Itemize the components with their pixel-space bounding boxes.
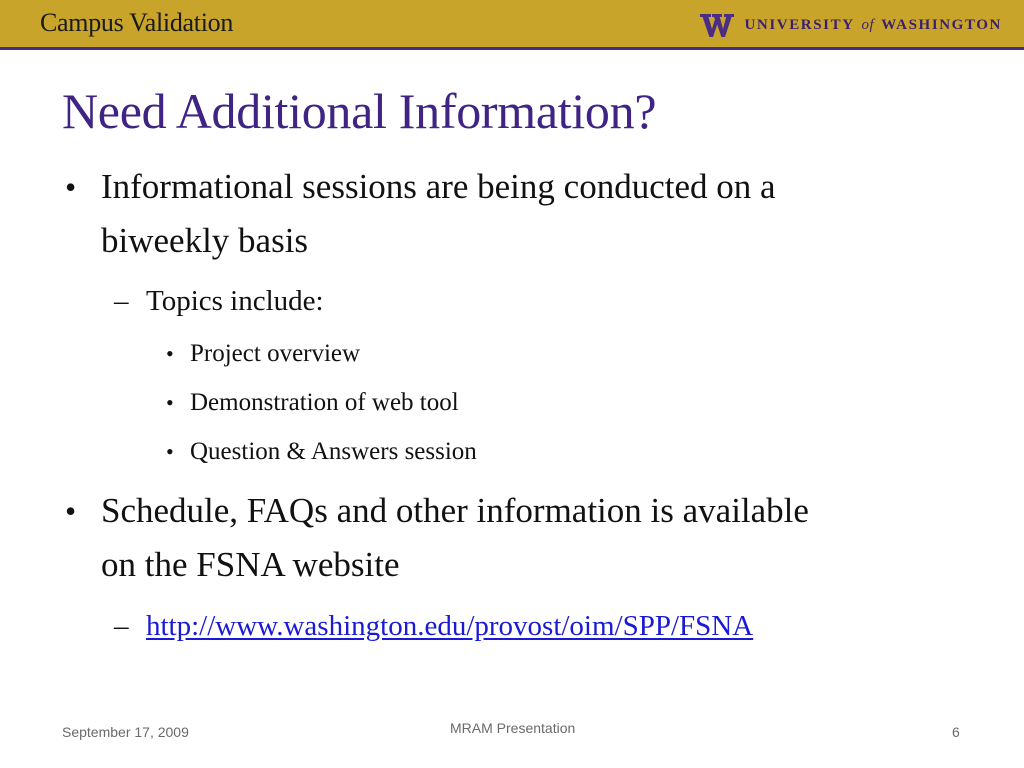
sub-bullet-topics-include: [114, 281, 324, 321]
header-band: [0, 0, 1024, 50]
bullet-text: biweekly basis: [101, 221, 309, 260]
topic-item-project-overview: [166, 337, 361, 371]
sub-bullet-marker: –: [114, 285, 129, 317]
uw-wordmark-of: of: [861, 16, 875, 33]
fsna-website-link[interactable]: http://www.washington.edu/provost/oim/SPP/FSNA: [146, 610, 754, 642]
uw-wordmark-university: UNIVERSITY: [744, 16, 855, 33]
header-title: Campus Validation: [40, 8, 234, 37]
footer-page-number: 6: [952, 724, 960, 740]
sub-bullet-fsna-link: [114, 606, 754, 646]
uw-w-logo-icon: [700, 12, 734, 38]
topic-item-web-tool-demo: [166, 386, 459, 420]
topic-marker: •: [166, 341, 174, 366]
topic-text: Question & Answers session: [190, 438, 477, 465]
bullet-marker: •: [65, 169, 77, 205]
bullet-text: Informational sessions are being conducted on a: [101, 167, 776, 206]
topic-text: Demonstration of web tool: [190, 389, 459, 416]
uw-wordmark-washington: WASHINGTON: [881, 16, 1002, 33]
topic-marker: •: [166, 390, 174, 415]
bullet-schedule-faqs: [65, 484, 809, 592]
topic-item-qa-session: [166, 435, 477, 469]
bullet-text: Schedule, FAQs and other information is available: [101, 491, 809, 530]
footer-presentation-name: MRAM Presentation: [450, 720, 576, 736]
topic-text: Project overview: [190, 340, 361, 367]
sub-bullet-marker: –: [114, 610, 129, 642]
slide-title: Need Additional Information?: [62, 83, 657, 139]
sub-bullet-text: Topics include:: [146, 285, 324, 317]
topic-marker: •: [166, 439, 174, 464]
bullet-marker: •: [65, 493, 77, 529]
uw-wordmark: [744, 17, 1002, 34]
footer-date: September 17, 2009: [62, 724, 189, 740]
bullet-informational-sessions: [65, 160, 776, 268]
uw-logo: [700, 12, 1002, 38]
bullet-text: on the FSNA website: [101, 545, 400, 584]
